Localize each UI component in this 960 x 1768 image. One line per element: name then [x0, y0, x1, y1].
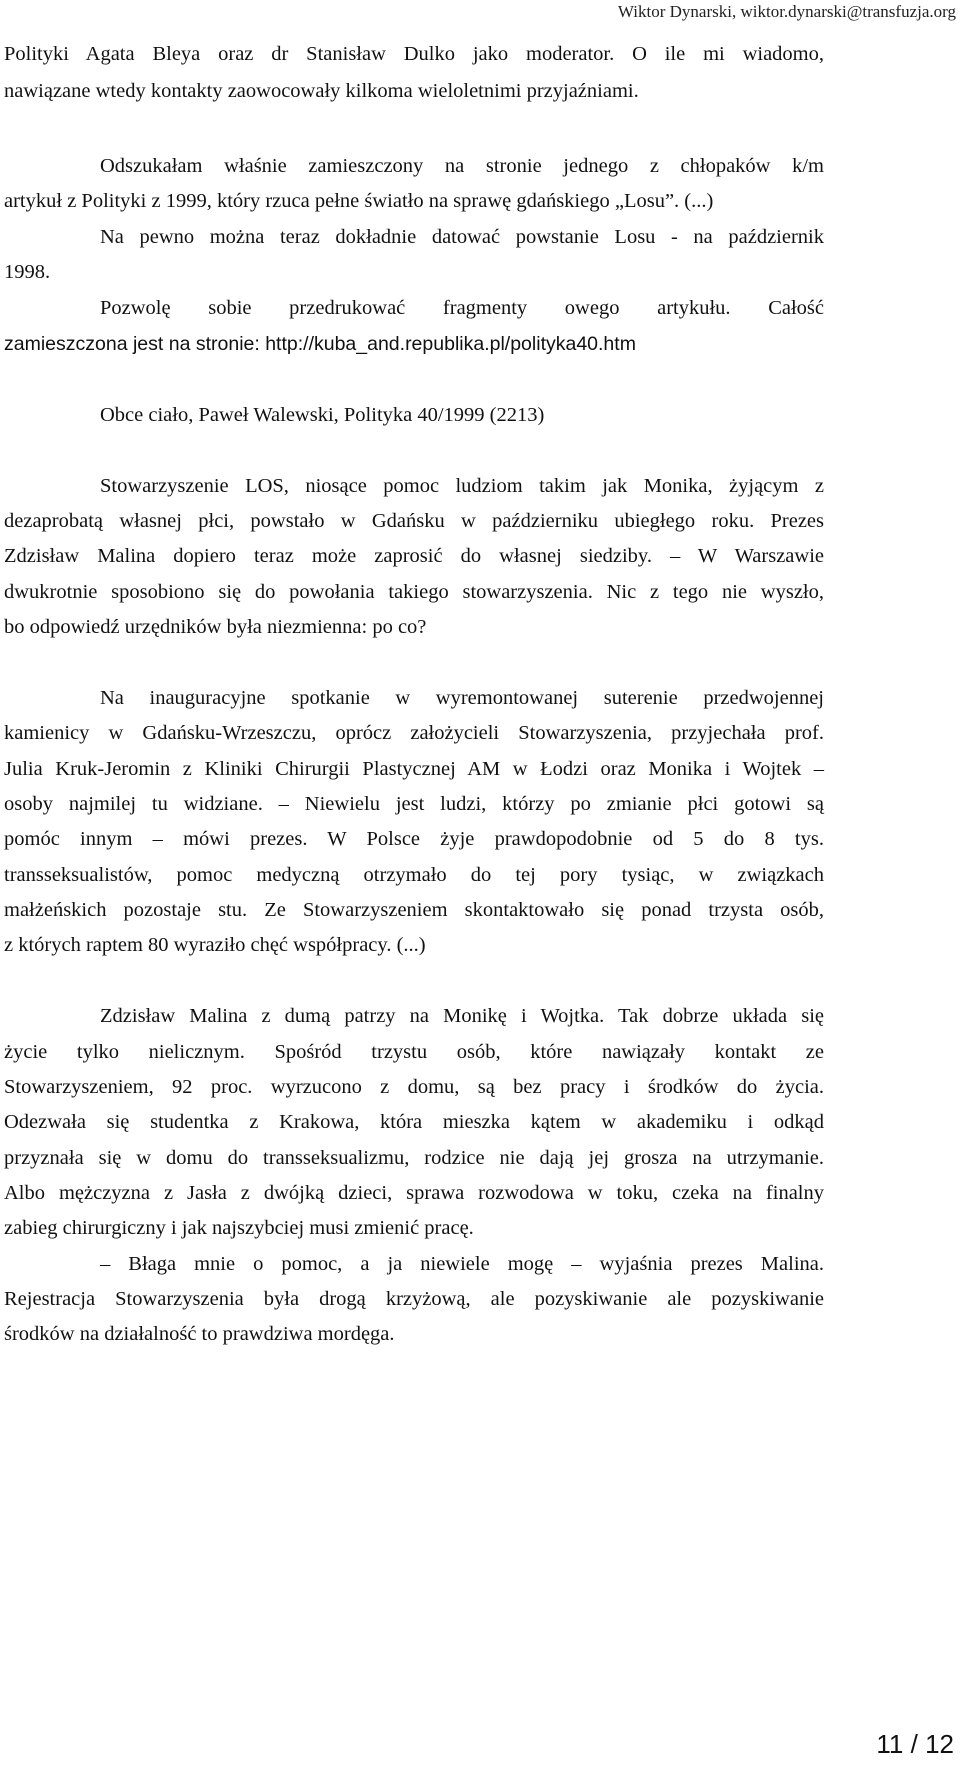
text-line: pomóc innym – mówi prezes. W Polsce żyje prawdopodobnie od 5 do 8 tys. [4, 828, 824, 850]
text-line: osoby najmilej tu widziane. – Niewielu jest ludzi, którzy po zmianie płci gotowi są [4, 793, 824, 815]
text-line: małżeńskich pozostaje stu. Ze Stowarzyszeniem skontaktowało się ponad trzysta osób, [4, 899, 824, 921]
text-line: Pozwolę sobie przedrukować fragmenty owego artykułu. Całość [100, 297, 824, 319]
text-line: – Błaga mnie o pomoc, a ja niewiele mogę – wyjaśnia prezes Malina. [100, 1253, 824, 1275]
text-line: Odezwała się studentka z Krakowa, która mieszka kątem w akademiku i odkąd [4, 1111, 824, 1133]
text-line: Odszukałam właśnie zamieszczony na stronie jednego z chłopaków k/m [100, 155, 824, 177]
text-line: Na inauguracyjne spotkanie w wyremontowanej suterenie przedwojennej [100, 687, 824, 709]
text-line: 1998. [4, 261, 51, 283]
text-line: artykuł z Polityki z 1999, który rzuca pełne światło na sprawę gdańskiego „Losu”. (...) [4, 190, 714, 212]
text-line: Zdzisław Malina dopiero teraz może zaprosić do własnej siedziby. – W Warszawie [4, 545, 824, 567]
page-number: 11 / 12 [876, 1729, 954, 1759]
text-line: zabieg chirurgiczny i jak najszybciej musi zmienić pracę. [4, 1217, 474, 1239]
text-line: dwukrotnie sposobiono się do powołania takiego stowarzyszenia. Nic z tego nie wyszło, [4, 581, 824, 603]
article-citation: Obce ciało, Paweł Walewski, Polityka 40/1999 (2213) [100, 404, 545, 426]
text-line: Rejestracja Stowarzyszenia była drogą krzyżową, ale pozyskiwanie ale pozyskiwanie [4, 1288, 824, 1310]
text-line: przyznała się w domu do transseksualizmu, rodzice nie dają jej grosza na utrzymanie. [4, 1147, 824, 1169]
text-line: Julia Kruk-Jeromin z Kliniki Chirurgii Plastycznej AM w Łodzi oraz Monika i Wojtek – [4, 758, 824, 780]
text-line: kamienicy w Gdańsku-Wrzeszczu, oprócz założycieli Stowarzyszenia, przyjechała prof. [4, 722, 824, 744]
text-line: Na pewno można teraz dokładnie datować powstanie Losu - na październik [100, 226, 824, 248]
text-line: środków na działalność to prawdziwa mordęga. [4, 1323, 395, 1345]
text-line: z których raptem 80 wyraziło chęć współpracy. (...) [4, 934, 426, 956]
text-line: Albo mężczyzna z Jasła z dwójką dzieci, sprawa rozwodowa w toku, czeka na finalny [4, 1182, 824, 1204]
text-line: transseksualistów, pomoc medyczną otrzymało do tej pory tysiąc, w związkach [4, 864, 824, 886]
text-line: Stowarzyszeniem, 92 proc. wyrzucono z domu, są bez pracy i środków do życia. [4, 1076, 824, 1098]
text-line: Zdzisław Malina z dumą patrzy na Monikę i Wojtka. Tak dobrze układa się [100, 1005, 824, 1027]
text-line: dezaprobatą własnej płci, powstało w Gdańsku w październiku ubiegłego roku. Prezes [4, 510, 824, 532]
text-line: bo odpowiedź urzędników była niezmienna: po co? [4, 616, 427, 638]
text-line: Stowarzyszenie LOS, niosące pomoc ludziom takim jak Monika, żyjącym z [100, 475, 824, 497]
source-url-line: zamieszczona jest na stronie: http://kuba_and.republika.pl/polityka40.htm [4, 333, 636, 355]
text-line: życie tylko nielicznym. Spośród trzystu osób, które nawiązały kontakt ze [4, 1041, 824, 1063]
text-line: Polityki Agata Bleya oraz dr Stanisław Dulko jako moderator. O ile mi wiadomo, [4, 43, 824, 65]
page-header: Wiktor Dynarski, wiktor.dynarski@transfuzja.org [617, 2, 956, 21]
text-line: nawiązane wtedy kontakty zaowocowały kilkoma wieloletnimi przyjaźniami. [4, 80, 639, 102]
